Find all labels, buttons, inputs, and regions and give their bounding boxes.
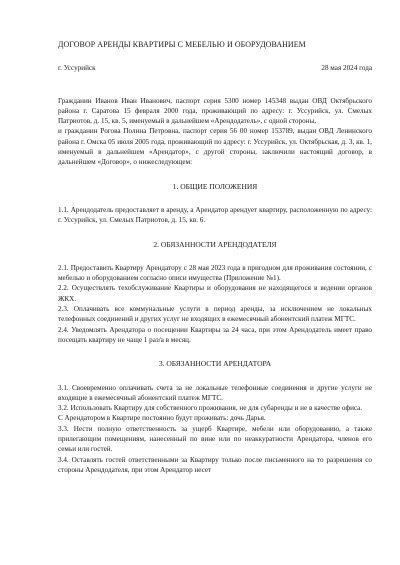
clause-3-1: 3.1. Своевременно оплачивать счета за не локальные телефонные соединения и другие услуги не входящие в ежемесячный абонентский платеж МГТС.: [58, 383, 372, 402]
clause-3-2-residents: С Арендатором в Квартире постоянно будут проживать: дочь Дарья.: [58, 414, 266, 423]
clause-1-1: 1.1. Арендодатель предоставляет в аренду, а Арендатор арендует квартиру, расположенную по адресу: г. Уссурийск, ул. Смелых Патриотов, д. 15, кв. 6.: [58, 205, 372, 225]
clause-3-2: 3.2. Использовать Квартиру для собственного проживания, не для субаренды и не в качестве офиса.: [58, 404, 363, 413]
city-date-line: [58, 63, 372, 73]
section-title-tenant-duties: 3. ОБЯЗАННОСТИ АРЕНДАТОРА: [158, 359, 272, 369]
preamble: [58, 96, 372, 168]
section-general: [58, 205, 372, 226]
clause-2-4: 2.4. Уведомлять Арендатора о посещении Квартиры за 24 часа, при этом Арендодатель имеет право посещать квартиру не чаще 1 раз/а в месяц.: [58, 325, 372, 344]
document-title: ДОГОВОР АРЕНДЫ КВАРТИРЫ С МЕБЕЛЬЮ И ОБОРУДОВАНИЕМ: [58, 40, 306, 49]
preamble-tenant: и гражданин Рогова Полина Петровна, паспорт серия 56 00 номер 153789, выдан ОВД Ленинского района г. Омска 05 июля 2005 года, проживающий по адресу: г. Уссурийск, ул. Октябрьская, д. 3, кв. 1, именуемый в дальнейшем «Арендатор», с другой стороны, заключили настоящий договор, в дальнейшем «Договор», о нижеследующем:: [58, 127, 372, 167]
preamble-landlord: Гражданин Иванов Иван Иванович, паспорт серия 5300 номер 145348 выдан ОВД Октябрьского района г. Саратова 15 февраля 2000 года, проживающий по адресу: г. Уссурийск, ул. Смелых Патриотов, д. 15, кв. 5, именуемый в дальнейшем «Арендодатель», с одной стороны,: [58, 96, 372, 126]
clause-2-2: 2.2. Осуществлять техобслуживание Квартиры и оборудования не находящегося в ведении органов ЖКХ.: [58, 284, 372, 303]
clause-2-1: 2.1. Предоставить Квартиру Арендатору с 28 мая 2023 года в пригодном для проживания состоянии, с мебелью и оборудованием согласно описи имущества (Приложение №1).: [58, 263, 372, 283]
section-landlord-duties: [58, 263, 372, 345]
clause-2-3: 2.3. Оплачивать все коммунальные услуги в период аренды, за исключением не локальных телефонных соединений и других услуг не входящих в ежемесячный абонентский платеж МГТС.: [58, 305, 372, 324]
document-city: г. Уссурийск: [58, 64, 96, 73]
section-title-landlord-duties: 2. ОБЯЗАННОСТИ АРЕНДОДАТЕЛЯ: [153, 239, 277, 249]
document-date: 28 мая 2024 года: [321, 64, 372, 73]
clause-3-3: 3.3. Нести полную ответственность за ущерб Квартире, мебели или оборудованию, а также прилегающим помещениям, нанесенный по вине или по неаккуратности Арендатора, членов его семьи или гостей.: [58, 424, 372, 454]
section-tenant-duties: [58, 383, 372, 476]
clause-3-4: 3.4. Оставлять гостей ответственными за Квартиру только после письменного на то разрешения со стороны Арендодателя, при этом Арендатор несет: [58, 455, 372, 474]
section-title-general: 1. ОБЩИЕ ПОЛОЖЕНИЯ: [172, 181, 258, 191]
